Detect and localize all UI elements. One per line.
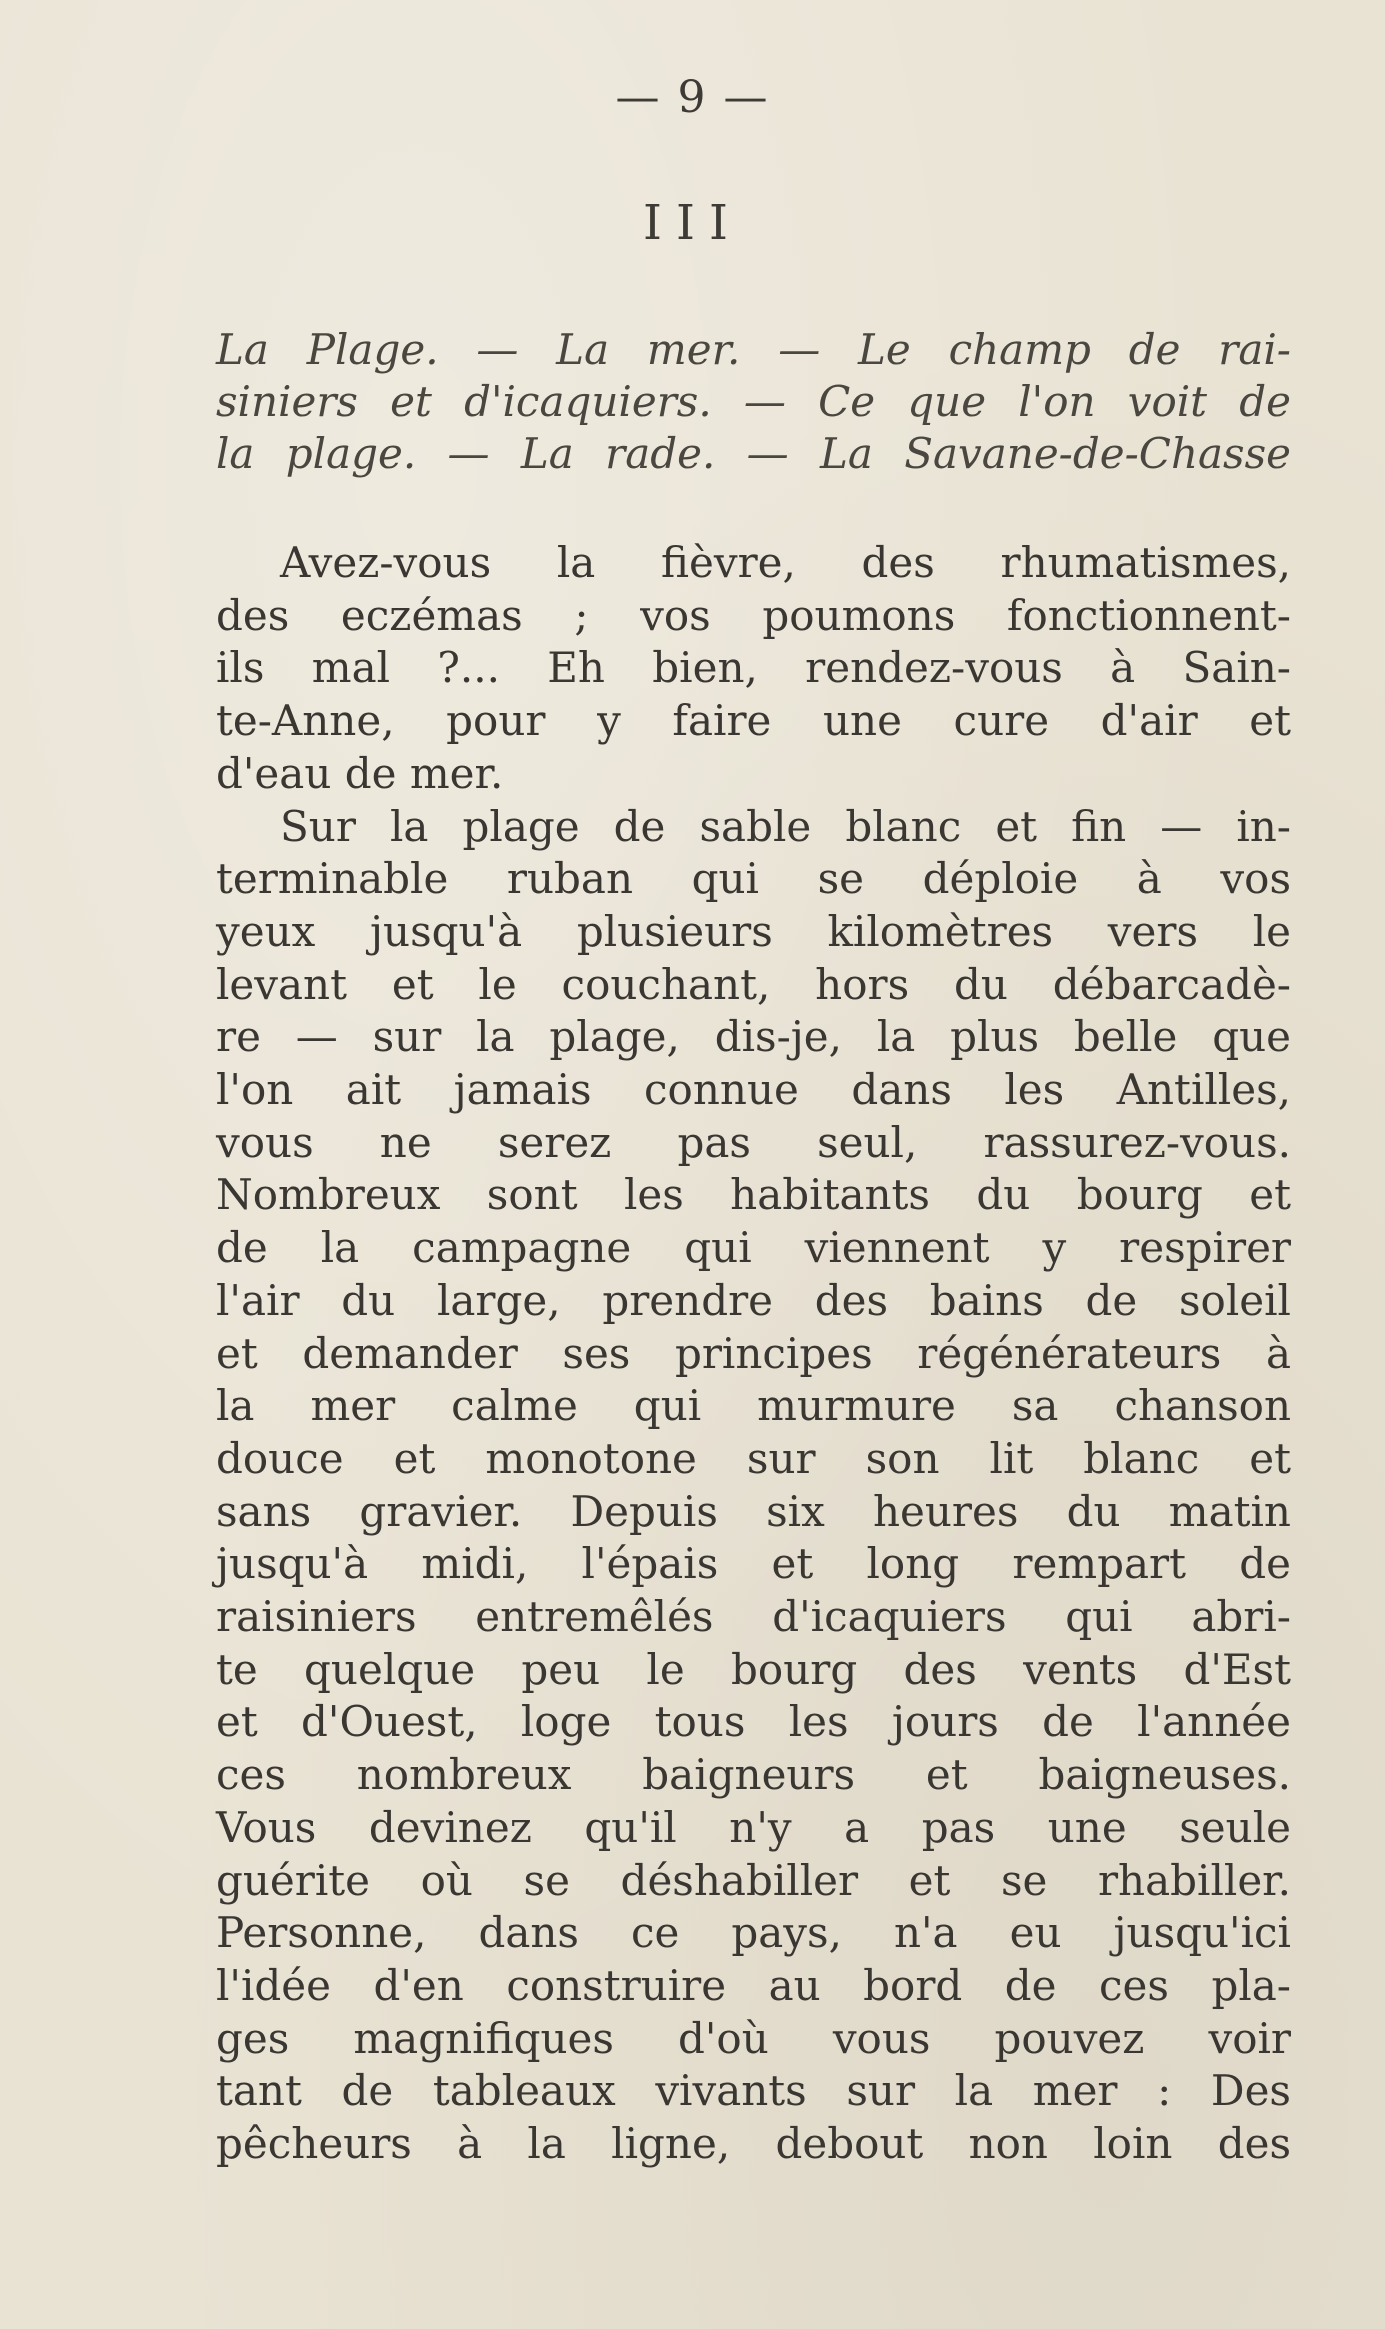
text-line: raisiniers entremêlés d'icaquiers qui abri-	[216, 1592, 1291, 1642]
text-line: l'on ait jamais connue dans les Antilles,	[216, 1065, 1291, 1115]
summary-line: la plage. — La rade. — La Savane-de-Chasse	[216, 429, 1291, 478]
body-text	[216, 537, 1291, 2171]
text-line: guérite où se déshabiller et se rhabiller.	[216, 1855, 1291, 1905]
text-line: yeux jusqu'à plusieurs kilomètres vers le	[216, 906, 1291, 956]
text-line: te-Anne, pour y faire une cure d'air et	[216, 696, 1291, 746]
text-line: vous ne serez pas seul, rassurez-vous.	[216, 1117, 1291, 1167]
text-line: l'idée d'en construire au bord de ces pla-	[216, 1960, 1291, 2010]
text-line: d'eau de mer.	[216, 748, 504, 798]
chapter-summary	[216, 324, 1291, 480]
text-line: Nombreux sont les habitants du bourg et	[216, 1170, 1291, 1220]
summary-line: siniers et d'icaquiers. — Ce que l'on voit de	[216, 377, 1291, 426]
text-line: ils mal ?... Eh bien, rendez-vous à Sain-	[216, 643, 1291, 693]
text-line: jusqu'à midi, l'épais et long rempart de	[216, 1539, 1291, 1589]
text-line: levant et le couchant, hors du débarcadè-	[216, 959, 1291, 1009]
text-line: de la campagne qui viennent y respirer	[216, 1223, 1291, 1273]
text-line: Personne, dans ce pays, n'a eu jusqu'ici	[216, 1908, 1291, 1958]
text-line: douce et monotone sur son lit blanc et	[216, 1433, 1291, 1483]
text-line: ges magnifiques d'où vous pouvez voir	[216, 2013, 1291, 2063]
text-line: Avez-vous la fièvre, des rhumatismes,	[280, 538, 1291, 587]
text-line: ces nombreux baigneurs et baigneuses.	[216, 1750, 1291, 1800]
text-line: pêcheurs à la ligne, debout non loin des	[216, 2119, 1291, 2169]
summary-line: La Plage. — La mer. — Le champ de rai-	[216, 325, 1291, 374]
text-line: des eczémas ; vos poumons fonctionnent-	[216, 590, 1291, 640]
text-line: terminable ruban qui se déploie à vos	[216, 854, 1291, 904]
text-line: la mer calme qui murmure sa chanson	[216, 1381, 1291, 1431]
text-line: et d'Ouest, loge tous les jours de l'année	[216, 1697, 1291, 1747]
text-line: tant de tableaux vivants sur la mer : Des	[216, 2066, 1291, 2116]
text-line: et demander ses principes régénérateurs à	[216, 1328, 1291, 1378]
text-line: sans gravier. Depuis six heures du matin	[216, 1486, 1291, 1536]
text-line: re — sur la plage, dis-je, la plus belle que	[216, 1012, 1291, 1062]
text-line: Vous devinez qu'il n'y a pas une seule	[216, 1802, 1291, 1852]
text-line: te quelque peu le bourg des vents d'Est	[216, 1644, 1291, 1694]
text-line: Sur la plage de sable blanc et fin — in-	[280, 801, 1291, 851]
text-line: l'air du large, prendre des bains de soleil	[216, 1275, 1291, 1325]
page-number: — 9 —	[615, 72, 770, 123]
chapter-numeral: III	[643, 195, 742, 251]
